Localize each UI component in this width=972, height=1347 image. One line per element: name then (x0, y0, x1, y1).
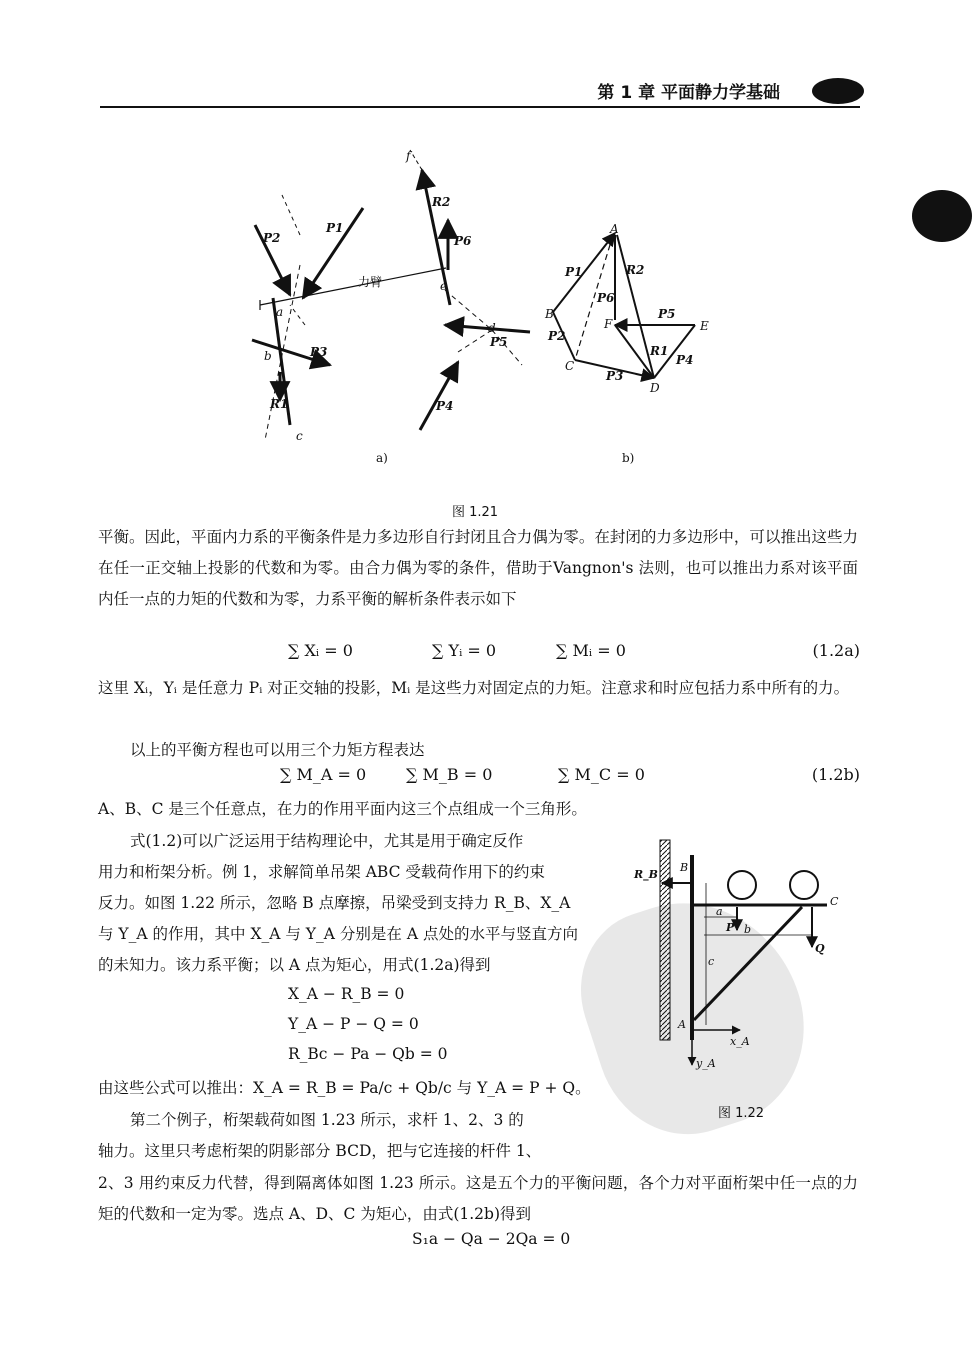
fig121-label: P3 (310, 345, 328, 359)
wall (660, 840, 670, 1040)
fig121-label: P3 (606, 369, 624, 383)
fig122-label: P (726, 921, 735, 934)
figure-1-22 (634, 835, 852, 1085)
fig121-label: R1 (270, 397, 289, 411)
paragraph-moment-form: 以上的平衡方程也可以用三个力矩方程表达 (130, 741, 425, 759)
fig121-label: f (406, 149, 411, 163)
figure-1-22-caption: 图 1.22 (718, 1106, 765, 1121)
equation-xa-rb: X_A − R_B = 0 (288, 985, 405, 1003)
fig121-label: F (604, 317, 613, 331)
fig121-label: P6 (454, 234, 472, 248)
page-edge-tab-mark (912, 190, 972, 242)
fig122-label: R_B (634, 868, 658, 881)
paragraph-example1-line: 式(1.2)可以广泛运用于结构理论中，尤其是用于确定反作 (130, 832, 524, 850)
equation-1-2a (100, 641, 860, 673)
fig121-label: P1 (565, 265, 583, 279)
fig122-label: a (716, 905, 723, 918)
paragraph-projection-note: 这里 Xᵢ，Yᵢ 是任意力 Pᵢ 对正交轴的投影，Mᵢ 是这些力对固定点的力矩。注意求和时应包括力系中所有的力。 (98, 679, 850, 697)
header-tab-mark (812, 78, 864, 104)
pulley-left (728, 871, 756, 899)
fig121-label: P6 (597, 291, 615, 305)
paragraph-example1-line: 与 Y_A 的作用，其中 X_A 与 Y_A 分别是在 A 点处的水平与竖直方向 (98, 925, 578, 943)
equation-s1: S₁a − Qa − 2Qa = 0 (412, 1230, 571, 1248)
eq-sum-x: ∑ Xᵢ = 0 (288, 641, 353, 660)
fig121-label: d (488, 321, 496, 335)
fig121-sub-b: b) (622, 451, 635, 465)
fig122-label: C (830, 895, 839, 908)
fig121-label: P1 (326, 221, 344, 235)
paragraph-three-points: A、B、C 是三个任意点，在力的作用平面内这三个点组成一个三角形。 (98, 800, 587, 818)
paragraph-example1-line: 的未知力。该力系平衡；以 A 点为矩心，用式(1.2a)得到 (98, 956, 491, 974)
fig122-label: x_A (730, 1035, 750, 1048)
fig121-label: P5 (490, 335, 508, 349)
fig121-label: e (440, 279, 448, 293)
equation-moment-a: R_Bc − Pa − Qb = 0 (288, 1045, 448, 1063)
eq-sum-mc: ∑ M_C = 0 (558, 765, 645, 784)
fig121-label: c (296, 429, 303, 443)
fig121-label: R2 (626, 263, 645, 277)
fig122-label: b (744, 923, 752, 936)
eq-sum-y: ∑ Yᵢ = 0 (432, 641, 497, 660)
running-header (100, 78, 860, 108)
fig122-label: y_A (696, 1057, 716, 1070)
eq-sum-m: ∑ Mᵢ = 0 (556, 641, 626, 660)
fig121-label: E (700, 319, 709, 333)
fig122-label: Q (815, 942, 825, 955)
fig121-label: P5 (658, 307, 676, 321)
fig121-label: A (610, 222, 619, 236)
paragraph-example1-line: 反力。如图 1.22 所示，忽略 B 点摩擦，吊梁受到支持力 R_B、X_A (98, 894, 571, 912)
eq-number-1-2b: (1.2b) (811, 765, 860, 784)
fig122-label: A (678, 1018, 686, 1031)
eq-number-1-2a: (1.2a) (812, 641, 860, 660)
equation-ya-p-q: Y_A − P − Q = 0 (288, 1015, 419, 1033)
fig122-label: B (680, 861, 689, 874)
paragraph-result: 由这些公式可以推出：X_A = R_B = Pa/c + Qb/c 与 Y_A = P + Q。 (98, 1079, 591, 1097)
fig121-sub-a: a) (376, 451, 388, 465)
paragraph-example2-cont: 2、3 用约束反力代替，得到隔离体如图 1.23 所示。这是五个力的平衡问题，各个力对平面桁架中任一点的力矩的代数和一定为零。选点 A、D、C 为矩心，由式(1.2b)得到 (98, 1174, 858, 1223)
fig121-label: R1 (650, 344, 669, 358)
fig121-label: b (264, 349, 272, 363)
dashed-line-ed (445, 290, 492, 330)
lever-arm-line (260, 268, 446, 305)
fig121-label: a (276, 305, 284, 319)
eq-sum-ma: ∑ M_A = 0 (280, 765, 367, 784)
paragraph-example1-line: 用力和桁架分析。例 1，求解简单吊架 ABC 受载荷作用下的约束 (98, 863, 545, 881)
fig121-label: P4 (676, 353, 694, 367)
fig121-label: B (545, 307, 554, 321)
paragraph-example2-line: 轴力。这里只考虑桁架的阴影部分 BCD，把与它连接的杆件 1、 (98, 1142, 542, 1160)
eq-sum-mb: ∑ M_B = 0 (406, 765, 493, 784)
fig121-label: P2 (263, 231, 281, 245)
fig121-label: 力臂 (358, 275, 383, 289)
fig121-label: P2 (548, 329, 566, 343)
fig122-label: c (708, 955, 715, 968)
figure-1-21 (230, 140, 750, 490)
chapter-title: 第 1 章 平面静力学基础 (597, 83, 780, 103)
figure-1-21-caption: 图 1.21 (452, 505, 499, 520)
fig121-label: P4 (436, 399, 454, 413)
fig121-label: C (565, 359, 575, 373)
pulley-right (790, 871, 818, 899)
fig121-label: R2 (432, 195, 451, 209)
fig121-label: D (650, 381, 660, 395)
equation-1-2b (100, 765, 860, 797)
paragraph-equilibrium-conditions: 平衡。因此，平面内力系的平衡条件是力多边形自行封闭且合力偶为零。在封闭的力多边形中，可以推出这些力在任一正交轴上投影的代数和为零。由合力偶为零的条件，借助于Vangnon's 法则，也可以推出力系对该平面内任一点的力矩的代数和为零，力系平衡的解析条件表示如下 (98, 528, 858, 608)
arrow-P4 (420, 362, 458, 430)
paragraph-example2-line: 第二个例子，桁架载荷如图 1.23 所示，求杆 1、2、3 的 (130, 1111, 524, 1129)
